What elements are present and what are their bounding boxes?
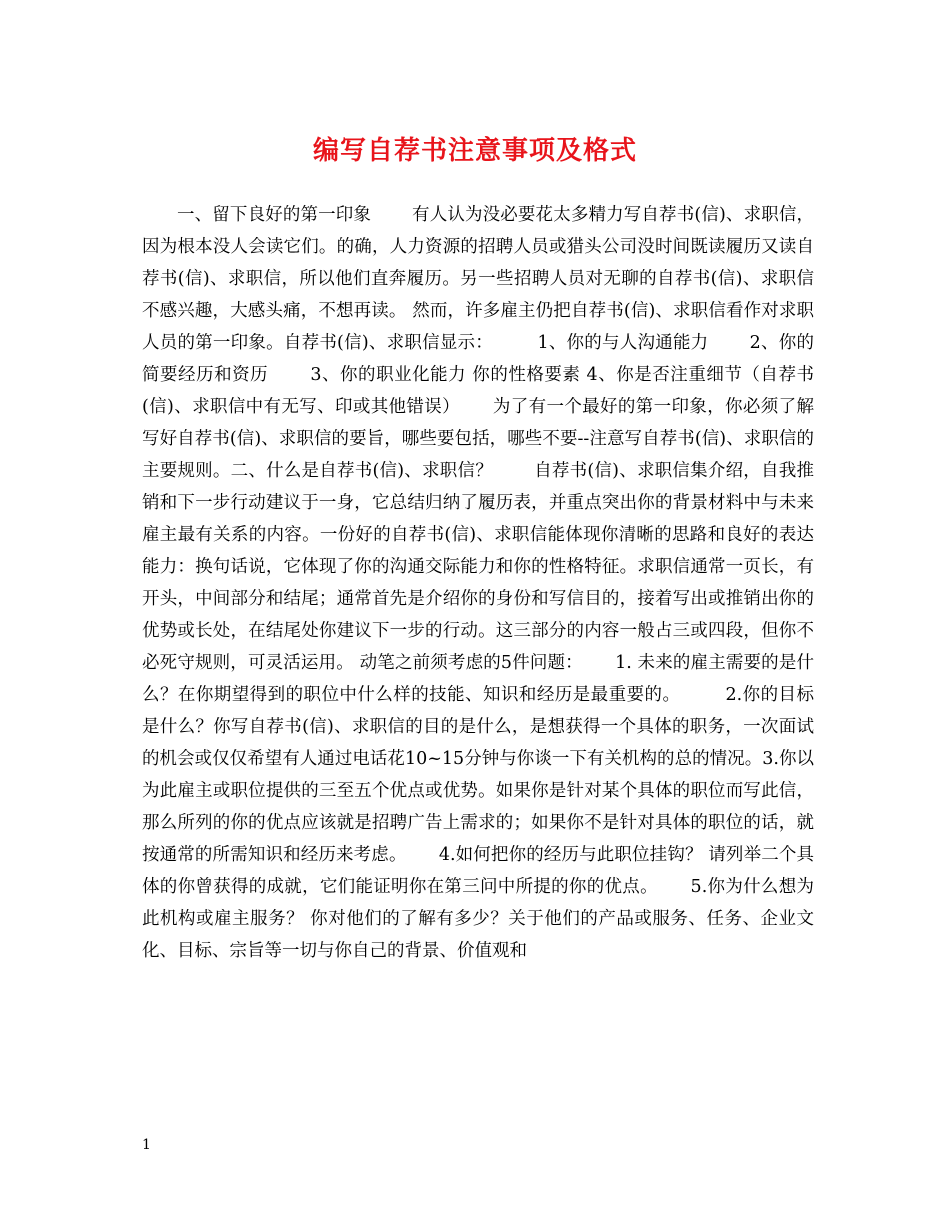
document-title: 编写自荐书注意事项及格式 (312, 136, 637, 166)
page-number: 1 (142, 1137, 151, 1153)
document-body: 一、留下良好的第一印象 有人认为没必要花太多精力写自荐书(信)、求职信，因为根本没人会读它们。的确，人力资源的招聘人员或猎头公司没时间既读履历又读自荐书(信)、求职信，所以他们直奔履历。另一些招聘人员对无聊的自荐书(信)、求职信不感兴趣，大感头痛，不想再读。 然而，许多雇主仍把自荐书(信)、求职信看作对求职人员的第一印象。自荐书(信)、求职信显示： 1、你的与人沟通能力 2、你的简要经历和资历 3、你的职业化能力 你的性格要素 4、你是否注重细节（自荐书(信)、求职信中有无写、印或其他错误） 为了有一个最好的第一印象，你必须了解写好自荐书(信)、求职信的要旨，哪些要包括，哪些不要--注意写自荐书(信)、求职信的主要规则。二、什么是自荐书(信)、求职信？ 自荐书(信)、求职信集介绍，自我推销和下一步行动建议于一身，它总结归纳了履历表，并重点突出你的背景材料中与未来雇主最有关系的内容。一份好的自荐书(信)、求职信能体现你清晰的思路和良好的表达能力：换句话说，它体现了你的沟通交际能力和你的性格特征。求职信通常一页长，有开头，中间部分和结尾；通常首先是介绍你的身份和写信目的，接着写出或推销出你的优势或长处，在结尾处你建议下一步的行动。这三部分的内容一般占三或四段，但你不必死守规则，可灵活运用。 动笔之前须考虑的5件问题： 1. 未来的雇主需要的是什么？在你期望得到的职位中什么样的技能、知识和经历是最重要的。 2.你的目标是什么？你写自荐书(信)、求职信的目的是什么，是想获得一个具体的职务，一次面试的机会或仅仅希望有人通过电话花10~15分钟与你谈一下有关机构的总的情况。3.你以为此雇主或职位提供的三至五个优点或优势。如果你是针对某个具体的职位而写此信，那么所列的你的优点应该就是招聘广告上需求的；如果你不是针对具体的职位的话，就按通常的所需知识和经历来考虑。 4.如何把你的经历与此职位挂钩？ 请列举二个具体的你曾获得的成就，它们能证明你在第三问中所提的你的优点。 5.你为什么想为此机构或雇主服务？ 你对他们的了解有多少？关于他们的产品或服务、任务、企业文化、目标、宗旨等一切与你自己的背景、价值观和 (142, 205, 814, 961)
